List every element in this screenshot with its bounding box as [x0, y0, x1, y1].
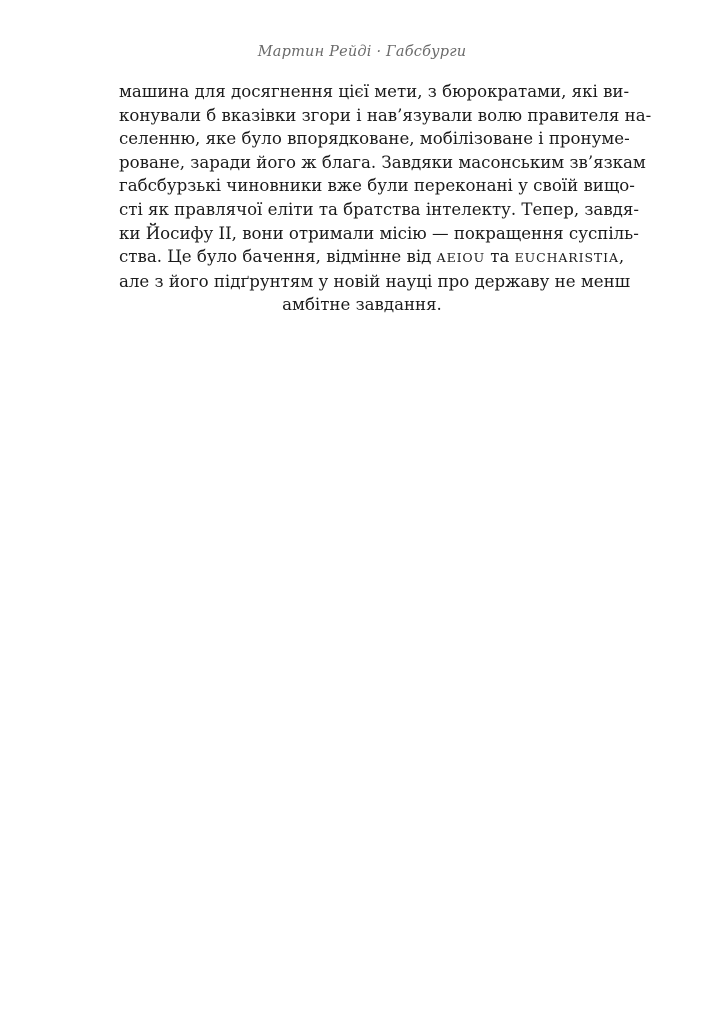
text-fragment: ства. Це було бачення, відмінне від [119, 247, 437, 267]
body-paragraph [119, 80, 652, 317]
text-line-last: амбітне завдання. [282, 295, 442, 315]
text-line: машина для досягнення цієї мети, з бюрократами, які ви- [119, 82, 630, 101]
text-line-with-terms [119, 245, 625, 270]
text-line: габсбурзькі чиновники вже були переконані у своїй вищо- [119, 176, 635, 196]
text-fragment: , [618, 247, 625, 267]
small-caps-term: EUCHARISTIA [514, 250, 619, 266]
text-line: конували б вказівки згори і нав’язували волю правителя на- [119, 105, 652, 125]
text-fragment: та [485, 247, 515, 267]
text-line: сті як правлячої еліти та братства інтелекту. Тепер, завдя- [119, 199, 639, 219]
text-line: але з його підґрунтям у новій науці про державу не менш [119, 271, 631, 291]
small-caps-term: AEIOU [436, 250, 486, 266]
text-line: селенню, яке було впорядковане, мобілізоване і пронуме- [119, 129, 630, 149]
text-line: роване, заради його ж блага. Завдяки масонським зв’язкам [119, 152, 646, 172]
running-header: Мартин Рейді · Габсбурги [257, 44, 467, 60]
text-line: ки Йосифу II, вони отримали місію — покращення суспіль- [119, 223, 639, 243]
